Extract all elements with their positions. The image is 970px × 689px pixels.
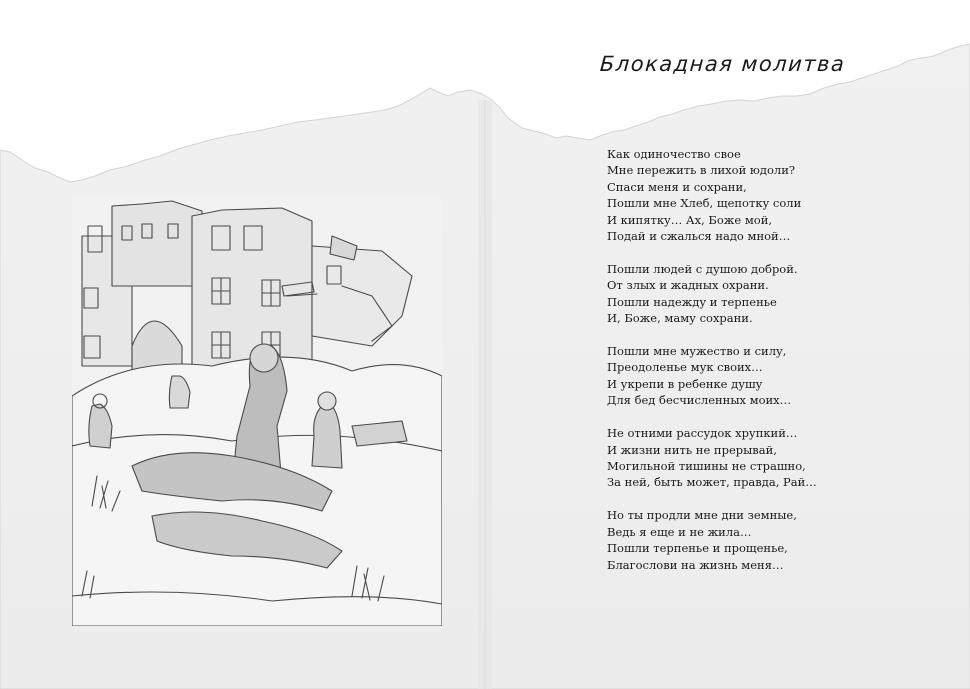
poem-line: Но ты продли мне дни земные, bbox=[607, 508, 797, 523]
stanza-1 bbox=[607, 146, 947, 244]
poem-title: Блокадная молитва bbox=[599, 52, 847, 76]
poem-line: Благослови на жизнь меня… bbox=[607, 557, 784, 572]
poem-line: Для бед бесчисленных моих… bbox=[607, 393, 792, 408]
stanza-3 bbox=[607, 343, 947, 409]
poem-line: Пошли терпенье и прощенье, bbox=[607, 541, 788, 556]
stanza-4 bbox=[607, 425, 947, 491]
stanza-2 bbox=[607, 261, 947, 327]
poem-line: Пошли надежду и терпенье bbox=[607, 294, 777, 309]
poem-line: Подай и сжалься надо мной… bbox=[607, 229, 791, 244]
poem-line: За ней, быть может, правда, Рай… bbox=[607, 475, 817, 490]
poem-line: Мне пережить в лихой юдоли? bbox=[607, 163, 796, 178]
poem-line: И укрепи в ребенке душу bbox=[607, 376, 763, 391]
poem-line: Могильной тишины не страшно, bbox=[607, 459, 806, 473]
poem-line: И, Боже, маму сохрани. bbox=[607, 311, 753, 326]
poem-line: И кипятку… Ах, Боже мой, bbox=[607, 212, 773, 227]
stanza-5 bbox=[607, 507, 947, 573]
poem-line: Как одиночество свое bbox=[607, 147, 741, 161]
poem-line: Пошли людей с душою доброй. bbox=[607, 261, 798, 276]
poem-line: Ведь я еще и не жила… bbox=[607, 524, 752, 539]
poem-line: Пошли мне мужество и силу, bbox=[607, 344, 787, 359]
poem-line: И жизни нить не прерывай, bbox=[607, 442, 777, 457]
poem-text bbox=[607, 146, 947, 589]
poem-line: Спаси меня и сохрани, bbox=[607, 179, 747, 194]
poem-line: Пошли мне Хлеб, щепотку соли bbox=[607, 196, 802, 211]
pencil-sketch-illustration bbox=[72, 196, 442, 626]
poem-line: Не отними рассудок хрупкий… bbox=[607, 426, 798, 441]
poem-line: От злых и жадных охрани. bbox=[607, 278, 769, 293]
poem-line: Преодоленье мук своих… bbox=[607, 360, 763, 375]
